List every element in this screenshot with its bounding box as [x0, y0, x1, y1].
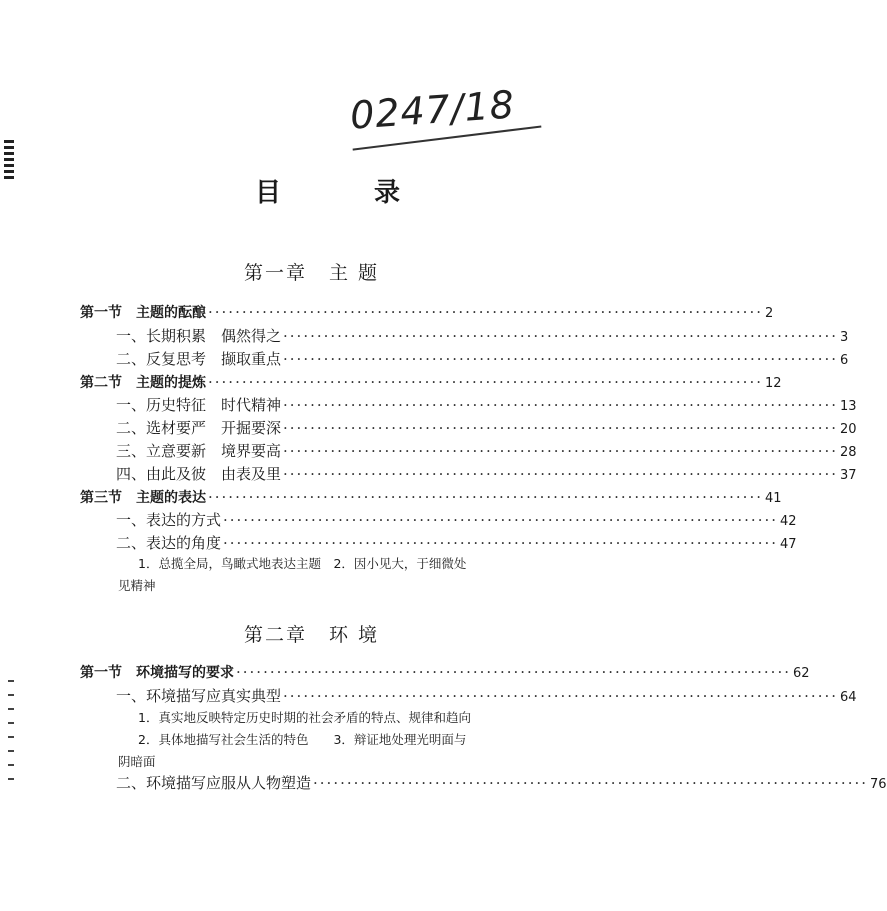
- toc-section[interactable]: 第三节 主题的表达 ·················································································· 41: [80, 488, 782, 506]
- toc-entry[interactable]: 一、历史特征 时代精神 ·················································································· 13: [116, 396, 857, 414]
- page-title: 目 录: [255, 178, 443, 208]
- toc-entry[interactable]: 二、表达的角度 ·················································································· 47: [116, 534, 797, 552]
- toc-section[interactable]: 第二节 主题的提炼 ·················································································· 12: [80, 373, 782, 391]
- margin-specks: [8, 680, 14, 790]
- toc-entry[interactable]: 四、由此及彼 由表及里 ·················································································· 37: [116, 465, 857, 483]
- toc-entry[interactable]: 一、表达的方式 ·················································································· 42: [116, 511, 797, 529]
- chapter-heading: 第二章 环 境: [244, 624, 380, 646]
- toc-note-line: 2．具体地描写社会生活的特色 3．辩证地处理光明面与: [138, 732, 467, 747]
- toc-note-line: 见精神: [118, 578, 156, 593]
- toc-note-line: 1．真实地反映特定历史时期的社会矛盾的特点、规律和趋向: [138, 710, 471, 725]
- toc-note-line: 阴暗面: [118, 754, 156, 769]
- toc-entry[interactable]: 二、环境描写应服从人物塑造 ·················································································· 76: [116, 774, 887, 792]
- toc-entry[interactable]: 二、反复思考 撷取重点 ·················································································· 6: [116, 350, 849, 368]
- toc-entry[interactable]: 一、长期积累 偶然得之 ·················································································· 3: [116, 327, 849, 345]
- binding-marks: [4, 140, 14, 180]
- chapter-heading: 第一章 主 题: [244, 262, 380, 284]
- toc-section[interactable]: 第一节 环境描写的要求 ·················································································· 62: [80, 663, 810, 681]
- toc-entry[interactable]: 二、选材要严 开掘要深 ·················································································· 20: [116, 419, 857, 437]
- toc-section[interactable]: 第一节 主题的酝酿 ·················································································· 2: [80, 303, 774, 321]
- toc-note-line: 1．总揽全局，鸟瞰式地表达主题 2．因小见大，于细微处: [138, 556, 467, 571]
- toc-entry[interactable]: 一、环境描写应真实典型 ·················································································· 64: [116, 687, 857, 705]
- handwritten-catalog-number: 0247/18: [349, 82, 517, 137]
- toc-entry[interactable]: 三、立意要新 境界要高 ·················································································· 28: [116, 442, 857, 460]
